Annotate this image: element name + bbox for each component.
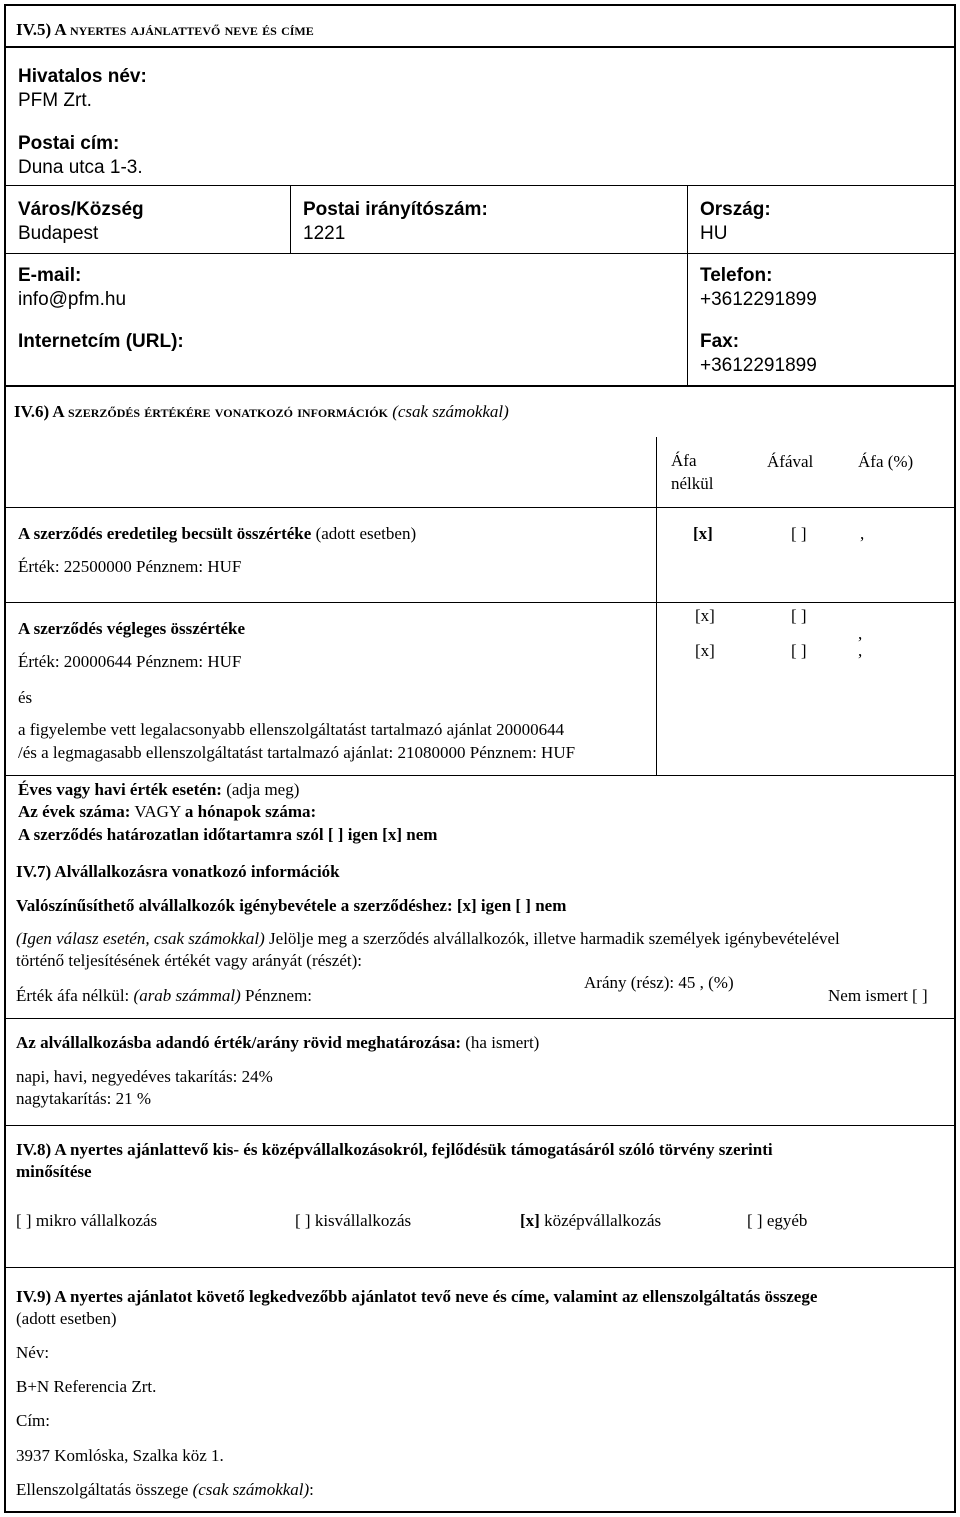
runner-up-name-label: Név: [16,1343,50,1362]
postcode: 1221 [303,223,346,244]
border-right [954,4,956,1513]
note-rest: Jelölje meg a szerződés alvállalkozók, illetve harmadik személyek igénybevételével [269,929,840,948]
country-label: Ország: [700,199,771,220]
amount-note: (csak számokkal) [192,1480,310,1499]
desc-line-2: nagytakarítás: 21 % [16,1089,152,1108]
and-text: és [18,688,33,707]
phone: +3612291899 [700,289,817,310]
years-months-line [18,802,316,822]
postcode-label: Postai irányítószám: [303,199,488,220]
divider [4,1125,956,1126]
official-name: PFM Zrt. [18,90,92,111]
subcontract-desc-heading [16,1033,539,1053]
section-heading-iv6 [14,402,509,422]
sme-other [747,1211,807,1231]
city-label: Város/Község [18,199,144,220]
other-mark: [ ] [747,1211,763,1230]
desc-line-1: napi, havi, negyedéves takarítás: 24% [16,1067,273,1086]
subcontractor-likely: Valószínűsíthető alvállalkozók igénybevétele a szerződéshez: [x] igen [ ] nem [16,896,567,915]
months-label: a hónapok száma: [184,802,317,821]
final-mark1-with-vat: [ ] [791,606,807,625]
value-label: Érték áfa nélkül: [16,986,130,1005]
value-italic: (arab számmal) [133,986,241,1005]
divider [4,385,956,387]
border-bottom [4,1511,956,1513]
official-name-label: Hivatalos név: [18,66,147,87]
divider [4,46,956,48]
section-heading-iv8-line2: minősítése [16,1162,92,1181]
divider [4,1267,956,1268]
final-mark2-no-vat: [x] [695,641,715,660]
section-heading-iv9: IV.9) A nyertes ajánlatot követő legkedvezőbb ajánlatot tevő neve és címe, valamint az ellenszolgáltatás összege [16,1287,818,1306]
range-line-1: a figyelembe vett legalacsonyabb ellenszolgáltatást tartalmazó ajánlat 20000644 [18,720,565,739]
estimated-value: Érték: 22500000 Pénznem: HUF [18,557,242,576]
final-vat-pct1: , [858,624,863,643]
estimated-total-label: A szerződés eredetileg becsült összértéke [18,524,312,543]
sme-medium [520,1211,661,1231]
city: Budapest [18,223,99,244]
value-currency: Pénznem: [244,986,313,1005]
annual-value-line [18,780,299,800]
annual-note: (adja meg) [226,780,300,799]
medium-mark: [x] [520,1211,540,1230]
fax-label: Fax: [700,331,740,352]
divider [4,185,956,186]
subcontractor-note-line1 [16,929,840,949]
column-divider [656,437,657,775]
postal-address-label: Postai cím: [18,133,120,154]
years-label: Az évek száma: [18,802,131,821]
desc-bold: Az alvállalkozásba adandó érték/arány rövid meghatározása: [16,1033,461,1052]
final-total-label: A szerződés végleges összértéke [18,619,246,638]
section-iv9-note: (adott esetben) [16,1309,117,1328]
value-line [16,986,312,1006]
runner-up-address: 3937 Komlóska, Szalka köz 1. [16,1446,224,1465]
est-mark-with-vat: [ ] [791,524,807,543]
column-divider [290,185,291,253]
amount-label: Ellenszolgáltatás összege [16,1480,189,1499]
runner-up-amount [16,1480,314,1500]
final-mark2-with-vat: [ ] [791,641,807,660]
border-left [4,4,6,1513]
col-vat-pct: Áfa (%) [858,452,914,471]
annual-label: Éves vagy havi érték esetén: [18,780,222,799]
final-value: Érték: 20000644 Pénznem: HUF [18,652,242,671]
micro-mark: [ ] [16,1211,32,1230]
desc-note: (ha ismert) [465,1033,540,1052]
runner-up-name: B+N Referencia Zrt. [16,1377,157,1396]
indefinite-duration: A szerződés határozatlan időtartamra szól [ ] igen [x] nem [18,825,438,844]
subcontractor-note-line2: történő teljesítésének értékét vagy arányát (részét): [16,951,362,970]
estimated-total-note: (adott esetben) [315,524,417,543]
email: info@pfm.hu [18,289,127,310]
divider [4,253,956,254]
col-no-vat-1: Áfa [671,451,697,470]
url-label: Internetcím (URL): [18,331,184,352]
est-mark-no-vat: [x] [693,524,713,543]
sme-small [295,1211,411,1231]
final-vat-pct2: , [858,641,863,660]
col-no-vat-2: nélkül [671,474,714,493]
section-heading-iv5: IV.5) A nyertes ajánlattevő neve és címe [16,20,314,39]
postal-address: Duna utca 1-3. [18,157,143,178]
ratio: Arány (rész): 45 , (%) [584,973,734,992]
divider [4,1018,956,1019]
amount-colon: : [309,1480,314,1499]
heading-note: (csak számokkal) [392,402,509,421]
note-italic: (Igen válasz esetén, csak számokkal) [16,929,265,948]
other-label: egyéb [766,1211,808,1230]
small-mark: [ ] [295,1211,311,1230]
final-mark1-no-vat: [x] [695,606,715,625]
divider [4,507,956,508]
email-label: E-mail: [18,265,82,286]
section-heading-iv7: IV.7) Alvállalkozásra vonatkozó információk [16,862,340,881]
runner-up-address-label: Cím: [16,1411,51,1430]
column-divider [687,185,688,385]
sme-micro [16,1211,157,1231]
medium-label: középvállalkozás [544,1211,662,1230]
country: HU [700,223,728,244]
unknown-checkbox: Nem ismert [ ] [828,986,928,1005]
section-heading-iv8-line1: IV.8) A nyertes ajánlattevő kis- és középvállalkozásokról, fejlődésük támogatásáról szóló törvény szerinti [16,1140,773,1159]
fax: +3612291899 [700,355,817,376]
range-line-2: /és a legmagasabb ellenszolgáltatást tartalmazó ajánlat: 21080000 Pénznem: HUF [18,743,576,762]
small-label: kisvállalkozás [314,1211,412,1230]
phone-label: Telefon: [700,265,773,286]
micro-label: mikro vállalkozás [35,1211,158,1230]
border-top [4,4,956,6]
estimated-total [18,524,416,544]
years-or: VAGY [134,802,181,821]
col-with-vat: Áfával [767,452,814,471]
divider [4,602,956,603]
heading-text: IV.6) A szerződés értékére vonatkozó információk [14,402,388,421]
est-vat-pct: , [860,524,865,543]
divider [4,775,956,776]
